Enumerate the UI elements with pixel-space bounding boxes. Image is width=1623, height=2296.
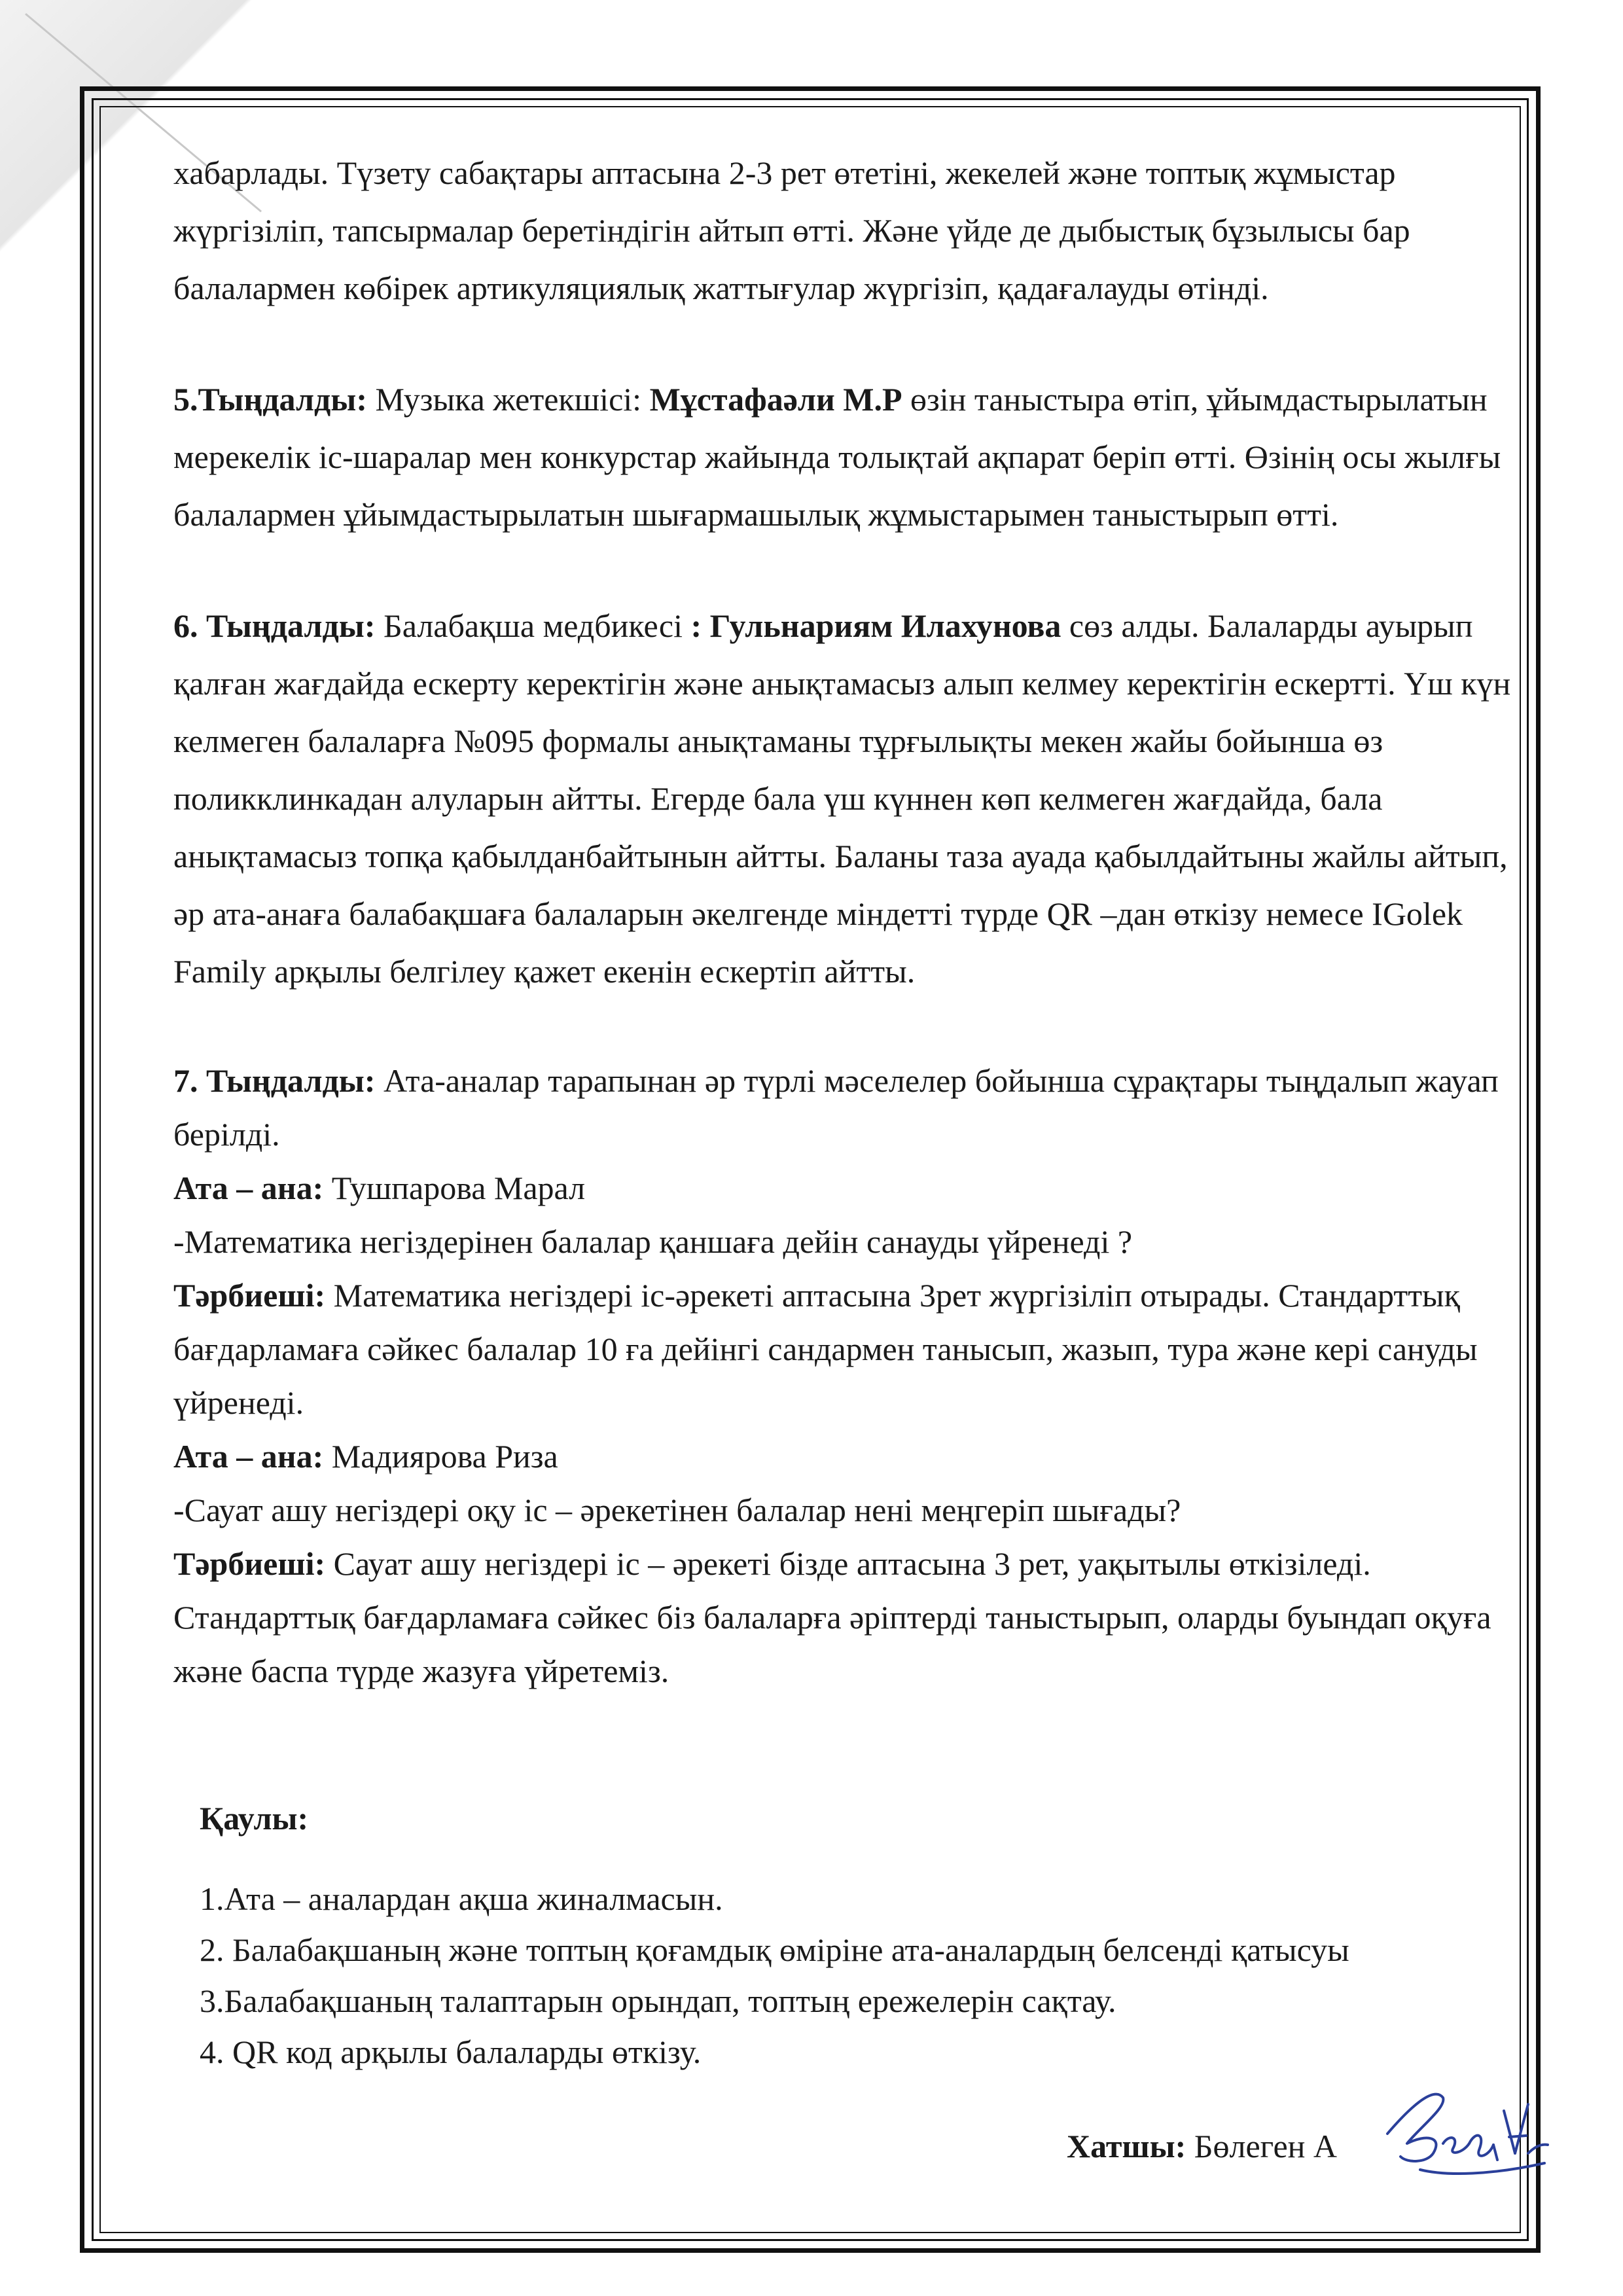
item-6-name: : Гульнариям Илахунова [690, 607, 1061, 644]
resolution-item: 3.Балабақшаның талаптарын орындап, топтың ережелерін сақтау. [200, 1982, 1116, 2019]
qa-text: Мадиярова Риза [323, 1438, 558, 1475]
item-5-label: 5.Тыңдалды: [173, 381, 367, 418]
qa-line [173, 1161, 1535, 1215]
item-6-text-after: сөз алды. Балаларды ауырып қалған жағдайда ескерту керектігін және анықтамасыз алып келмеу керектігін ескертті. Үш күн келмеген балаларға №095 формалы анықтаманы тұрғылықты мекен жайы бойынша өз поликклинкадан алуларын айтты. Егерде бала үш күннен көп келмеген жағдайда, бала анықтамасыз топқа қабылданбайтынын айтты. Баланы таза ауада қабылдайтыны жайлы айтып, әр ата-анаға балабақшаға балаларын әкелгенде міндетті түрде QR –дан өткізу немесе IGolek Family арқылы белгілеу қажет екенін ескертіп айтты. [173, 607, 1511, 990]
secretary-signature-line [1067, 2127, 1337, 2165]
item-5-name: Мұстафаәли М.Р [649, 381, 902, 418]
item-7-label: 7. Тыңдалды: [173, 1062, 376, 1099]
qa-text: -Сауат ашу негіздері оқу іс – әрекетінен балалар нені меңгеріп шығады? [173, 1492, 1181, 1528]
item-6-text-before: Балабақша медбикесі [375, 607, 691, 644]
qa-text: -Математика негіздерінен балалар қаншаға дейін санауды үйренеді ? [173, 1223, 1133, 1260]
item-5-text-before: Музыка жетекшісі: [366, 381, 650, 418]
qa-role: Тәрбиеші: [173, 1545, 326, 1582]
resolution-item: 2. Балабақшаның және топтың қоғамдық өміріне ата-аналардың белсенді қатысуы [200, 1931, 1349, 1968]
qa-role: Тәрбиеші: [173, 1277, 326, 1314]
document-body [173, 144, 1535, 2077]
resolution-title: Қаулы: [200, 1800, 309, 1837]
intro-paragraph: хабарлады. Түзету сабақтары аптасына 2-3 рет өтетіні, жекелей және топтық жұмыстар жүргізіліп, тапсырмалар беретіндігін айтып өтті. Және үйде де дыбыстық бұзылысы бар балалармен көбірек артикуляциялық жаттығулар жүргізіп, қадағалауды өтінді. [173, 154, 1410, 306]
item-5-paragraph [173, 370, 1535, 543]
qa-text: Математика негіздері іс-әрекеті аптасына 3рет жүргізіліп отырады. Стандарттық бағдарламаға сәйкес балалар 10 ға дейінгі сандармен танысып, жазып, тура және кері сануды үйренеді. [173, 1277, 1478, 1421]
qa-text: Сауат ашу негіздері іс – әрекеті бізде аптасына 3 рет, уақытылы өткізіледі. Стандарттық бағдарламаға сәйкес біз балаларға әріптерді таныстырып, оларды буындап оқуға және баспа түрде жазуға үйретеміз. [173, 1545, 1491, 1689]
item-6-label: 6. Тыңдалды: [173, 607, 376, 644]
item-6-paragraph [173, 597, 1535, 1000]
item-7-text: Ата-аналар тарапынан әр түрлі мәселелер бойынша сұрақтары тыңдалып жауап берілді. [173, 1062, 1499, 1153]
resolution-item: 4. QR код арқылы балаларды өткізу. [200, 2034, 702, 2070]
qa-line [173, 1537, 1535, 1698]
resolution-item: 1.Ата – аналардан ақша жиналмасын. [200, 1880, 723, 1917]
item-7-section [173, 1054, 1535, 1698]
resolution-section [173, 1789, 1535, 2077]
qa-role: Ата – ана: [173, 1438, 324, 1475]
secretary-label: Хатшы: [1067, 2128, 1186, 2164]
qa-line [173, 1215, 1535, 1268]
qa-line [173, 1268, 1535, 1429]
qa-text: Тушпарова Марал [323, 1170, 586, 1206]
item-5-text-after: өзін таныстыра өтіп, ұйымдастырылатын мерекелік іс-шаралар мен конкурстар жайында толықтай ақпарат беріп өтті. Өзінің осы жылғы балалармен ұйымдастырылатын шығармашылық жұмыстарымен таныстырып өтті. [173, 381, 1501, 533]
handwritten-signature [1381, 2072, 1551, 2189]
qa-line [173, 1429, 1535, 1483]
qa-line [173, 1483, 1535, 1537]
secretary-name: Бөлеген А [1186, 2128, 1338, 2164]
item-7-heading [173, 1054, 1535, 1161]
qa-role: Ата – ана: [173, 1170, 324, 1206]
